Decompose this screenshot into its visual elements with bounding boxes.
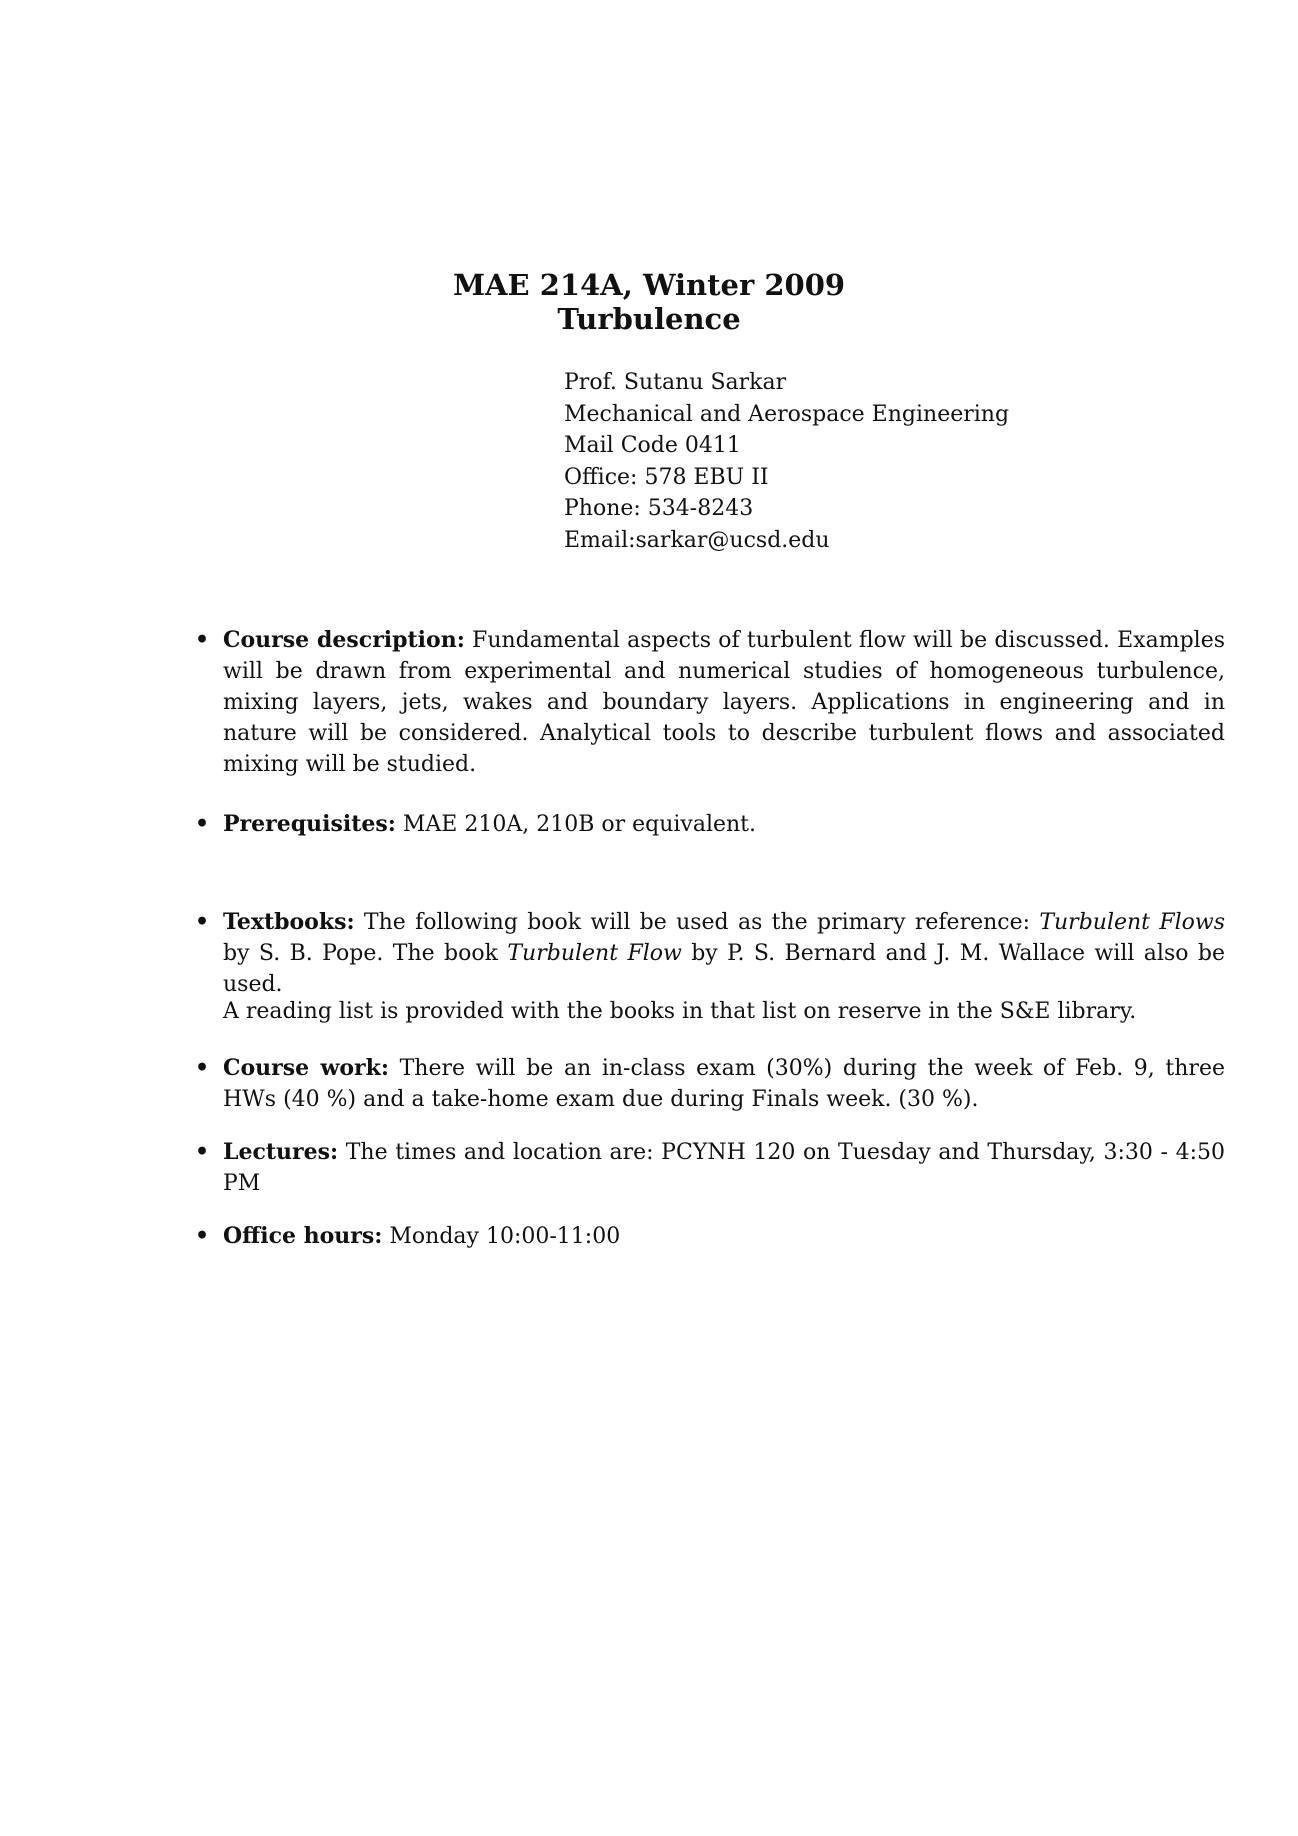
coursework-label: Course work: bbox=[223, 1055, 390, 1081]
textbooks-text-3: by P. S. Bernard and J. M. Wallace will also be used. bbox=[223, 941, 1225, 997]
prerequisites-text: MAE 210A, 210B or equivalent. bbox=[395, 812, 757, 837]
bullet-icon: • bbox=[195, 811, 210, 837]
course-code-term: MAE 214A, Winter 2009 bbox=[452, 268, 846, 302]
instructor-email: Email:sarkar@ucsd.edu bbox=[564, 527, 830, 553]
coursework-text: There will be an in-class exam (30%) during the week of Feb. 9, three HWs (40 %) and a take-home exam due during Finals week. (30 %). bbox=[223, 1056, 1225, 1112]
bullet-icon: • bbox=[195, 1223, 210, 1249]
coursework-body bbox=[223, 1053, 1225, 1115]
list-item-office-hours bbox=[195, 1221, 1225, 1252]
instructor-department: Mechanical and Aerospace Engineering bbox=[564, 401, 1010, 427]
reading-list-note: A reading list is provided with the books in that list on reserve in the S&E library. bbox=[223, 999, 1137, 1024]
list-item-lectures bbox=[195, 1137, 1225, 1199]
lectures-label: Lectures: bbox=[223, 1139, 339, 1165]
course-name: Turbulence bbox=[557, 302, 741, 336]
instructor-name: Prof. Sutanu Sarkar bbox=[564, 370, 787, 395]
list-item-prerequisites bbox=[195, 809, 1225, 840]
textbooks-text-1: The following book will be used as the primary reference: bbox=[354, 910, 1040, 935]
bullet-icon: • bbox=[195, 1055, 210, 1081]
lectures-body bbox=[223, 1137, 1225, 1199]
instructor-phone: Phone: 534-8243 bbox=[564, 496, 754, 521]
list-item-textbooks bbox=[195, 907, 1225, 1000]
office-hours-label: Office hours: bbox=[223, 1223, 383, 1249]
description-label: Course description: bbox=[223, 627, 465, 653]
office-hours-body bbox=[223, 1221, 1225, 1252]
prerequisites-label: Prerequisites: bbox=[223, 811, 396, 837]
instructor-mail-code: Mail Code 0411 bbox=[564, 433, 741, 458]
list-item-coursework bbox=[195, 1053, 1225, 1115]
bullet-icon: • bbox=[195, 909, 210, 935]
textbooks-book-1: Turbulent Flows bbox=[1039, 910, 1225, 935]
bullet-icon: • bbox=[195, 627, 210, 653]
office-hours-text: Monday 10:00-11:00 bbox=[382, 1224, 621, 1249]
course-title bbox=[0, 268, 1298, 336]
list-item-description bbox=[195, 625, 1225, 780]
lectures-text: The times and location are: PCYNH 120 on Tuesday and Thursday, 3:30 - 4:50 PM bbox=[223, 1140, 1225, 1196]
bullet-icon: • bbox=[195, 1139, 210, 1165]
textbooks-book-2: Turbulent Flow bbox=[507, 941, 682, 966]
prerequisites-body bbox=[223, 809, 1225, 840]
instructor-office: Office: 578 EBU II bbox=[564, 464, 769, 490]
textbooks-label: Textbooks: bbox=[223, 909, 355, 935]
description-body bbox=[223, 625, 1225, 780]
textbooks-text-2: by S. B. Pope. The book bbox=[223, 941, 508, 966]
instructor-info bbox=[564, 367, 1009, 556]
textbooks-body bbox=[223, 907, 1225, 1000]
description-text: Fundamental aspects of turbulent flow will be discussed. Examples will be drawn from experimental and numerical studies of homogeneous turbulence, mixing layers, jets, wakes and boundary layers. Applications in engineering and in nature will be considered. Analytical tools to describe turbulent flows and associated mixing will be studied. bbox=[223, 628, 1226, 777]
